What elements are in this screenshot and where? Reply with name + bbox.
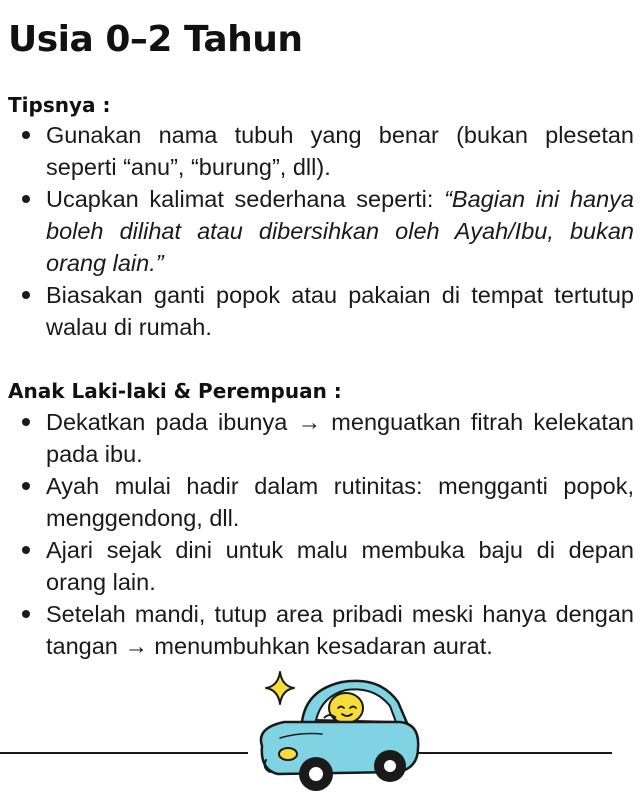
list-item — [46, 534, 634, 598]
bullet-icon — [22, 291, 30, 299]
list-item — [46, 406, 634, 470]
ground-line-left — [0, 752, 248, 754]
bullet-icon — [22, 195, 30, 203]
page-title: Usia 0–2 Tahun — [8, 19, 303, 60]
tip-quote: “Bagian ini hanya boleh dilihat atau dibersihkan oleh Ayah/Ibu, bukan orang lain.” — [46, 186, 634, 276]
anak-text: Dekatkan pada ibunya → menguatkan fitrah kelekatan pada ibu. — [46, 409, 634, 467]
tip-text: Biasakan ganti popok atau pakaian di tempat tertutup walau di rumah. — [46, 282, 634, 340]
list-item — [46, 279, 634, 343]
bullet-icon — [22, 546, 30, 554]
anak-heading: Anak Laki-laki & Perempuan : — [8, 379, 342, 403]
anak-text: Setelah mandi, tutup area pribadi meski hanya dengan tangan → menumbuhkan kesadaran aurat. — [46, 601, 634, 659]
car-icon — [240, 664, 430, 796]
list-item — [46, 119, 634, 183]
bullet-icon — [22, 610, 30, 618]
bullet-icon — [22, 418, 30, 426]
anak-text: Ayah mulai hadir dalam rutinitas: mengganti popok, menggendong, dll. — [46, 473, 634, 531]
bullet-icon — [22, 131, 30, 139]
anak-list — [46, 406, 634, 662]
list-item — [46, 183, 634, 279]
list-item — [46, 598, 634, 662]
list-item — [46, 470, 634, 534]
tips-list — [46, 119, 634, 343]
sparkle-icon — [266, 672, 294, 704]
tip-text: Ucapkan kalimat sederhana seperti: — [46, 186, 445, 212]
ground-line-right — [410, 752, 612, 754]
tip-text: Gunakan nama tubuh yang benar (bukan plesetan seperti “anu”, “burung”, dll). — [46, 122, 634, 180]
bullet-icon — [22, 482, 30, 490]
tips-heading: Tipsnya : — [8, 93, 111, 117]
anak-text: Ajari sejak dini untuk malu membuka baju di depan orang lain. — [46, 537, 634, 595]
